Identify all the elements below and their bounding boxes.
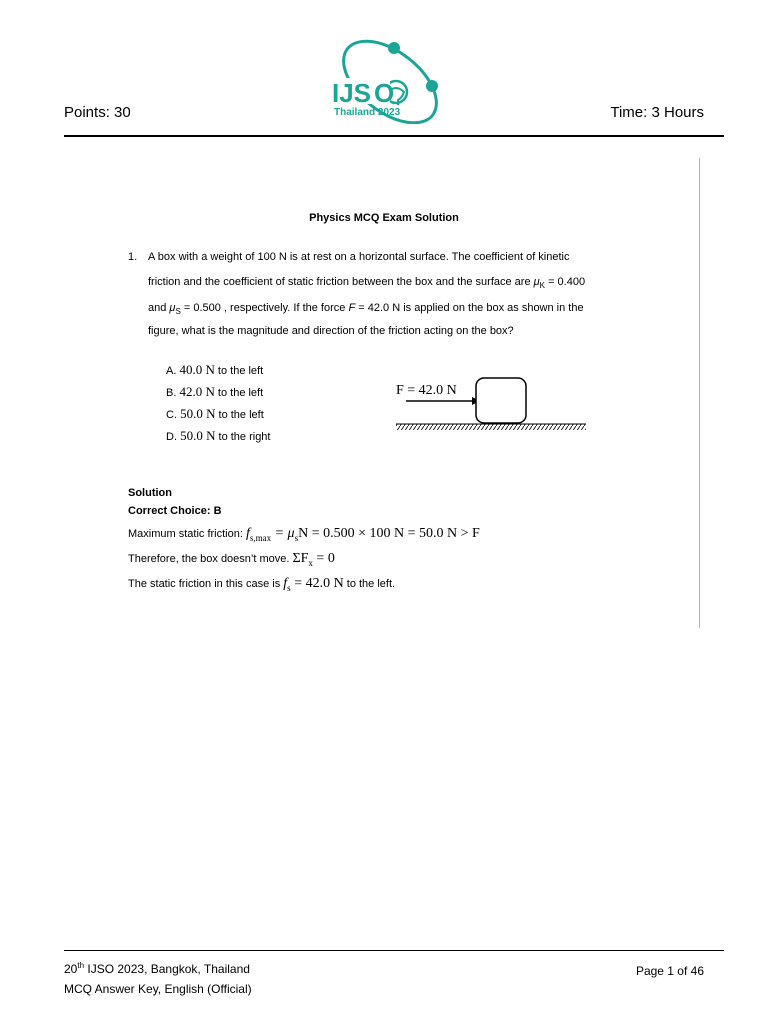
choice-c: C. 50.0 N to the left — [166, 406, 264, 421]
logo-wordmark: IJS — [332, 78, 372, 108]
ijso-logo — [324, 38, 448, 124]
page-number: Page 1 of 46 — [635, 964, 704, 978]
choice-d: D. 50.0 N to the right — [166, 428, 271, 443]
question-line-2: friction and the coefficient of static friction between the box and the surface are $\mu_K = 0.400$ — [148, 276, 586, 291]
footer-rule — [64, 950, 724, 951]
solution-line-3: The static friction in this case is $f_s = 42.0$ N to the left. — [128, 576, 396, 593]
force-label: F = 42.0 N — [396, 383, 457, 398]
question-line-3: and $\mu_S = 0.500$ , respectively. If the force F = 42.0 N is applied on the box as shown in the — [148, 302, 584, 317]
question-number: 1. — [128, 251, 138, 263]
logo-wordmark-o: O — [374, 78, 395, 108]
points-label: Points: 30 — [64, 104, 131, 121]
solution-line-1: Maximum static friction: $f_{s,max} = \mu_sN = 0.500 \times 100$ N = 50.0 N > F — [128, 526, 480, 543]
box — [476, 378, 526, 423]
force-diagram — [392, 372, 592, 436]
solution-line-2: Therefore, the box doesn’t move. $\Sigma F_x = 0$ — [128, 551, 335, 568]
logo-subtitle: Thailand 2023 — [334, 107, 401, 118]
margin-line — [699, 158, 700, 628]
solution-heading: Solution — [128, 487, 172, 499]
choice-b: B. 42.0 N to the left — [166, 384, 264, 399]
correct-choice: Correct Choice: B — [128, 505, 222, 517]
question-line-1: A box with a weight of 100 N is at rest on a horizontal surface. The coefficient of kinetic — [148, 251, 570, 263]
question-line-4: figure, what is the magnitude and direction of the friction acting on the box? — [148, 325, 514, 337]
footer-event: 20th IJSO 2023, Bangkok, Thailand — [64, 961, 250, 976]
header-rule — [64, 135, 724, 137]
time-label: Time: 3 Hours — [610, 104, 704, 121]
footer-doc-type: MCQ Answer Key, English (Official) — [64, 982, 252, 996]
choice-a: A. 40.0 N to the left — [166, 362, 264, 377]
ground-hatch — [396, 424, 586, 430]
page-title: Physics MCQ Exam Solution — [309, 212, 459, 224]
